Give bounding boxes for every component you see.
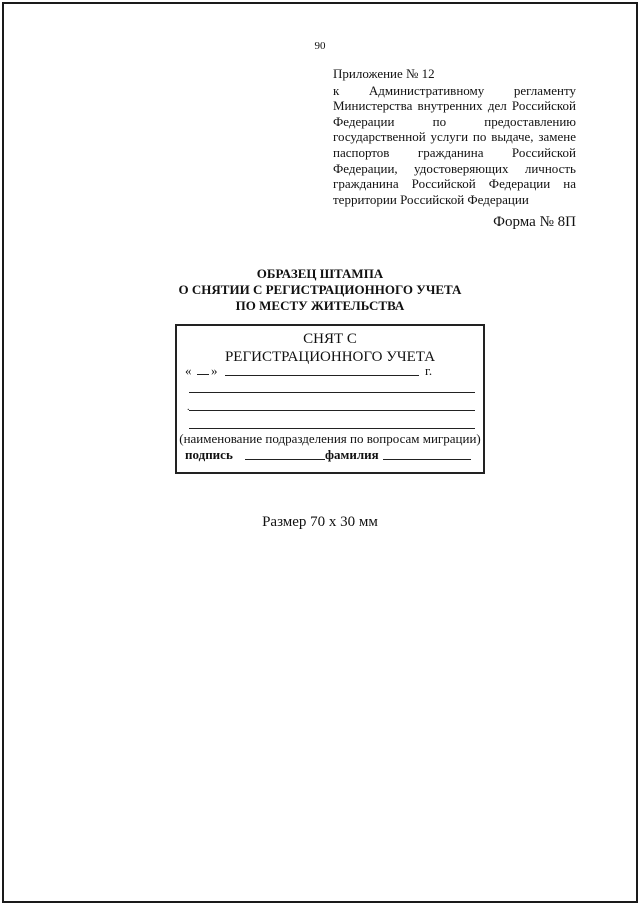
appendix-block	[333, 66, 576, 207]
stamp-heading-line-1: ОБРАЗЕЦ ШТАМПА	[256, 266, 384, 281]
stamp-sample	[175, 324, 485, 474]
stamp-heading-line-3: ПО МЕСТУ ЖИТЕЛЬСТВА	[235, 298, 405, 313]
surname-label: фамилия	[325, 447, 379, 462]
date-month-blank	[225, 375, 419, 376]
signature-row	[185, 447, 477, 463]
appendix-body: к Административному регламенту Министерства внутренних дел Российской Федерации по предоставлению государственной услуги по выдаче, замене паспортов гражданина Российской Федерации, удостоверяющих личность гражданина Российской Федерации на территории Российской Федерации	[333, 82, 576, 207]
signature-label: подпись	[185, 447, 233, 462]
surname-blank	[383, 459, 471, 460]
page-number: 90	[314, 40, 326, 52]
stamp-title-line-2: РЕГИСТРАЦИОННОГО УЧЕТА	[224, 349, 436, 365]
size-note: Размер 70 х 30 мм	[262, 514, 378, 530]
department-caption: (наименование подразделения по вопросам миграции)	[179, 431, 481, 446]
date-quote-open: «	[185, 363, 192, 378]
stamp-title-line-1: СНЯТ С	[303, 331, 357, 347]
form-number: Форма № 8П	[493, 214, 576, 230]
signature-blank	[245, 459, 325, 460]
blank-line-2	[189, 410, 475, 411]
date-year-suffix: г.	[425, 363, 433, 378]
stamp-title	[177, 330, 483, 366]
blank-line-3	[189, 428, 475, 429]
blank-line-dot: .	[187, 402, 190, 413]
blank-line-1	[189, 392, 475, 393]
date-day-blank	[197, 374, 209, 375]
appendix-title: Приложение № 12	[333, 66, 435, 81]
stamp-heading-line-2: О СНЯТИИ С РЕГИСТРАЦИОННОГО УЧЕТА	[178, 282, 462, 297]
date-row	[185, 363, 475, 379]
stamp-heading	[0, 266, 640, 314]
date-quote-close: »	[211, 363, 218, 378]
